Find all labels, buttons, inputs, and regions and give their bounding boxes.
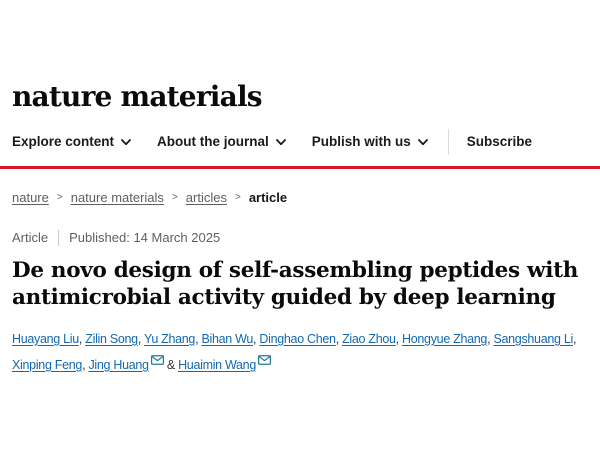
chevron-down-icon bbox=[418, 134, 428, 149]
author-link[interactable]: Huaimin Wang bbox=[178, 357, 256, 372]
author-separator: , bbox=[82, 357, 89, 372]
subscribe-link[interactable]: Subscribe bbox=[466, 134, 533, 150]
nav-item-about-the-journal[interactable] bbox=[157, 134, 286, 149]
published-date: Published: 14 March 2025 bbox=[69, 230, 221, 246]
author-separator: , bbox=[395, 331, 403, 346]
author-link[interactable]: Zilin Song bbox=[85, 331, 138, 346]
author-separator: , bbox=[137, 331, 144, 346]
nav-divider bbox=[448, 129, 449, 155]
author-separator: , bbox=[487, 331, 494, 346]
author-separator: , bbox=[335, 331, 343, 346]
email-envelope-icon[interactable] bbox=[151, 348, 164, 374]
nav-item-label: Publish with us bbox=[311, 134, 411, 150]
breadcrumb-link-nature[interactable]: nature bbox=[12, 189, 49, 205]
breadcrumb-link-nature-materials[interactable]: nature materials bbox=[70, 189, 164, 205]
breadcrumb bbox=[12, 190, 590, 205]
author-link[interactable]: Huayang Liu bbox=[12, 331, 79, 346]
author-ampersand: & bbox=[163, 357, 179, 372]
breadcrumb-separator: > bbox=[234, 191, 241, 203]
author-separator: , bbox=[78, 331, 86, 346]
chevron-down-icon bbox=[121, 134, 131, 149]
author-link[interactable]: Yu Zhang bbox=[143, 331, 196, 346]
meta-divider bbox=[58, 230, 59, 246]
author-link[interactable]: Bihan Wu bbox=[201, 331, 254, 346]
author-separator: , bbox=[195, 331, 202, 346]
article-type-label: Article bbox=[12, 230, 49, 246]
author-link[interactable]: Dinghao Chen bbox=[259, 331, 336, 346]
nav-item-label: About the journal bbox=[157, 134, 269, 150]
author-link[interactable]: Sangshuang Li bbox=[493, 331, 573, 346]
email-envelope-icon[interactable] bbox=[258, 348, 271, 374]
article-meta bbox=[12, 230, 590, 246]
main-nav bbox=[12, 129, 590, 155]
author-link[interactable]: Ziao Zhou bbox=[342, 331, 396, 346]
breadcrumb-separator: > bbox=[56, 191, 63, 203]
journal-red-rule bbox=[0, 166, 600, 169]
author-link[interactable]: Hongyue Zhang bbox=[402, 331, 488, 346]
page-title bbox=[12, 257, 590, 312]
journal-logo[interactable]: nature materials bbox=[12, 80, 262, 113]
title-line-1: De novo design of self-assembling peptides with bbox=[12, 257, 579, 283]
nav-dropdown-group bbox=[12, 134, 454, 149]
author-list bbox=[12, 326, 590, 378]
author-separator: , bbox=[572, 331, 577, 346]
chevron-down-icon bbox=[276, 134, 286, 149]
author-link[interactable]: Jing Huang bbox=[88, 357, 149, 372]
breadcrumb-separator: > bbox=[171, 191, 178, 203]
breadcrumb-current: article bbox=[248, 189, 288, 205]
author-separator: , bbox=[253, 331, 260, 346]
nav-item-publish-with-us[interactable] bbox=[312, 134, 428, 149]
nav-item-label: Explore content bbox=[12, 134, 115, 150]
title-line-2: antimicrobial activity guided by deep learning bbox=[12, 285, 556, 311]
breadcrumb-link-articles[interactable]: articles bbox=[185, 189, 227, 205]
nav-item-explore-content[interactable] bbox=[12, 134, 131, 149]
author-link[interactable]: Xinping Feng bbox=[12, 357, 83, 372]
